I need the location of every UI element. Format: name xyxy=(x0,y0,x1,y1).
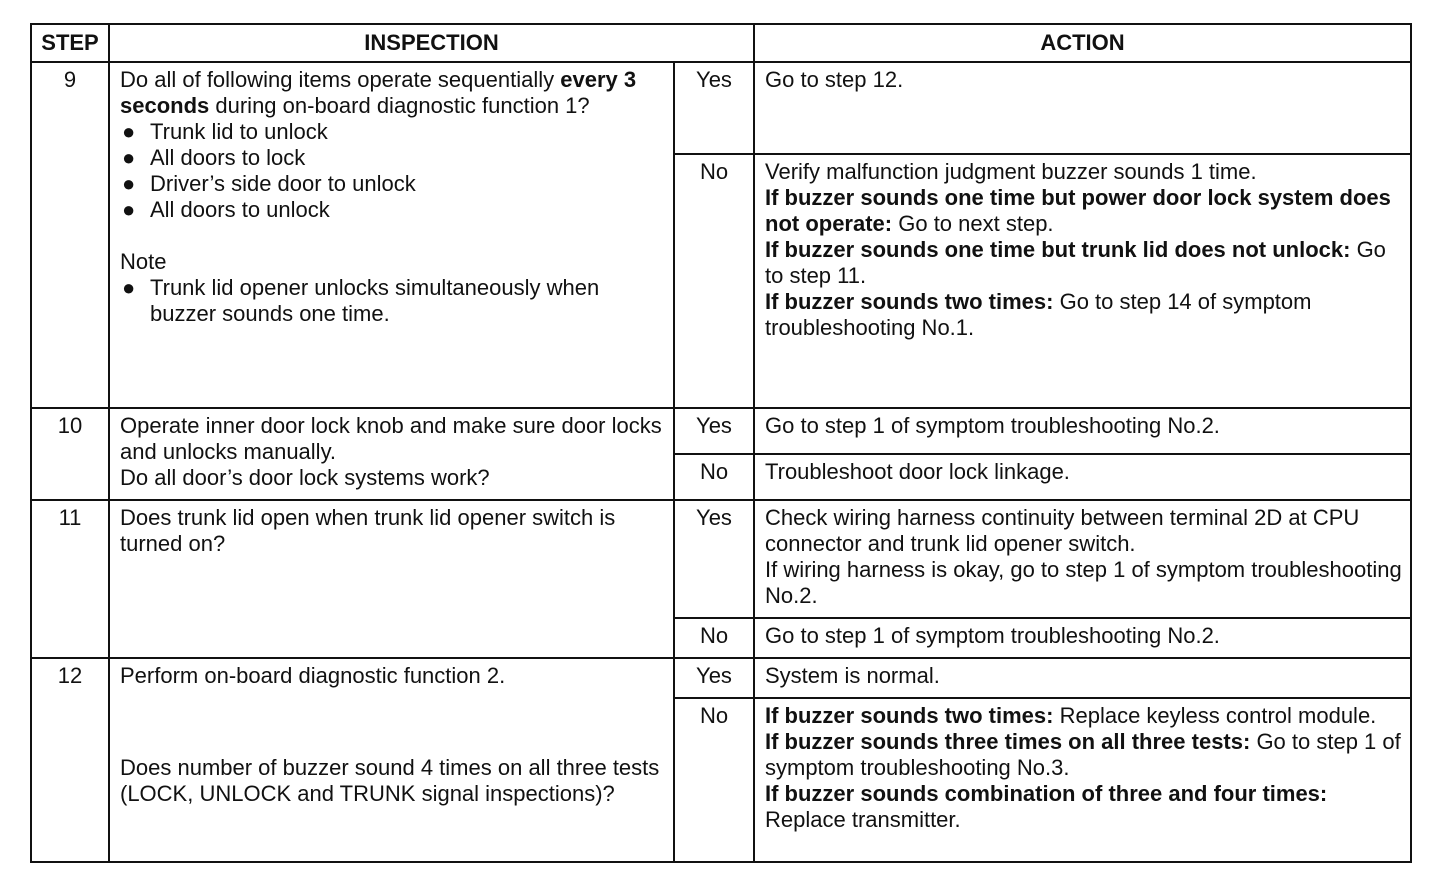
step-number: 9 xyxy=(31,62,109,408)
answer-yes: Yes xyxy=(674,658,754,698)
troubleshooting-table xyxy=(30,23,1412,863)
inspection-cell xyxy=(109,62,674,408)
answer-no: No xyxy=(674,154,754,408)
action-no: Verify malfunction judgment buzzer sounds 1 time. If buzzer sounds one time but power door lock system does not operate: Go to next step. If buzzer sounds one time but trunk lid does not unlock: Go to step 11. If buzzer sounds two times: Go to step 14 of symptom troubleshooting No.1. xyxy=(754,154,1411,408)
inspection-question: Do all of following items operate sequentially every 3 seconds during on-board diagnostic function 1? xyxy=(120,67,637,118)
header-action: ACTION xyxy=(754,24,1411,62)
note-list xyxy=(120,275,665,327)
table-row xyxy=(31,658,1411,698)
action-yes: Go to step 1 of symptom troubleshooting No.2. xyxy=(754,408,1411,454)
bullet-list xyxy=(120,119,665,223)
note-label: Note xyxy=(120,249,167,274)
bullet-icon: ● xyxy=(122,145,136,170)
emphasis-text: every 3 seconds xyxy=(120,67,637,118)
action-no: Troubleshoot door lock linkage. xyxy=(754,454,1411,500)
answer-no: No xyxy=(674,618,754,658)
answer-yes: Yes xyxy=(674,62,754,154)
action-no: If buzzer sounds two times: Replace keyless control module. If buzzer sounds three times on all three tests: Go to step 1 of symptom troubleshooting No.3. If buzzer sounds combination of three and four times: Replace transmitter. xyxy=(754,698,1411,862)
header-row xyxy=(31,24,1411,62)
table-row xyxy=(31,62,1411,154)
list-item: ● All doors to unlock xyxy=(122,197,330,222)
answer-yes: Yes xyxy=(674,500,754,618)
answer-no: No xyxy=(674,698,754,862)
answer-no: No xyxy=(674,454,754,500)
table-row xyxy=(31,500,1411,618)
action-yes: System is normal. xyxy=(754,658,1411,698)
answer-yes: Yes xyxy=(674,408,754,454)
header-inspection: INSPECTION xyxy=(109,24,754,62)
action-yes: Check wiring harness continuity between terminal 2D at CPU connector and trunk lid opener switch. If wiring harness is okay, go to step 1 of symptom troubleshooting No.2. xyxy=(754,500,1411,618)
inspection-cell: Does trunk lid open when trunk lid opener switch is turned on? xyxy=(109,500,674,658)
inspection-cell: Operate inner door lock knob and make sure door locks and unlocks manually. Do all door’s door lock systems work? xyxy=(109,408,674,500)
table-row xyxy=(31,408,1411,454)
inspection-cell: Perform on-board diagnostic function 2. Does number of buzzer sound 4 times on all three tests (LOCK, UNLOCK and TRUNK signal inspections)? xyxy=(109,658,674,862)
troubleshooting-table-container xyxy=(30,23,1410,863)
step-number: 12 xyxy=(31,658,109,862)
bullet-icon: ● xyxy=(122,171,136,196)
action-no: Go to step 1 of symptom troubleshooting No.2. xyxy=(754,618,1411,658)
list-item: ● Trunk lid opener unlocks simultaneously when buzzer sounds one time. xyxy=(122,275,600,326)
list-item: ● Trunk lid to unlock xyxy=(122,119,328,144)
bullet-icon: ● xyxy=(122,197,136,222)
bullet-icon: ● xyxy=(122,119,136,144)
step-number: 11 xyxy=(31,500,109,658)
bullet-icon: ● xyxy=(122,275,136,300)
action-yes: Go to step 12. xyxy=(754,62,1411,154)
list-item: ● Driver’s side door to unlock xyxy=(122,171,416,196)
header-step: STEP xyxy=(31,24,109,62)
step-number: 10 xyxy=(31,408,109,500)
list-item: ● All doors to lock xyxy=(122,145,306,170)
